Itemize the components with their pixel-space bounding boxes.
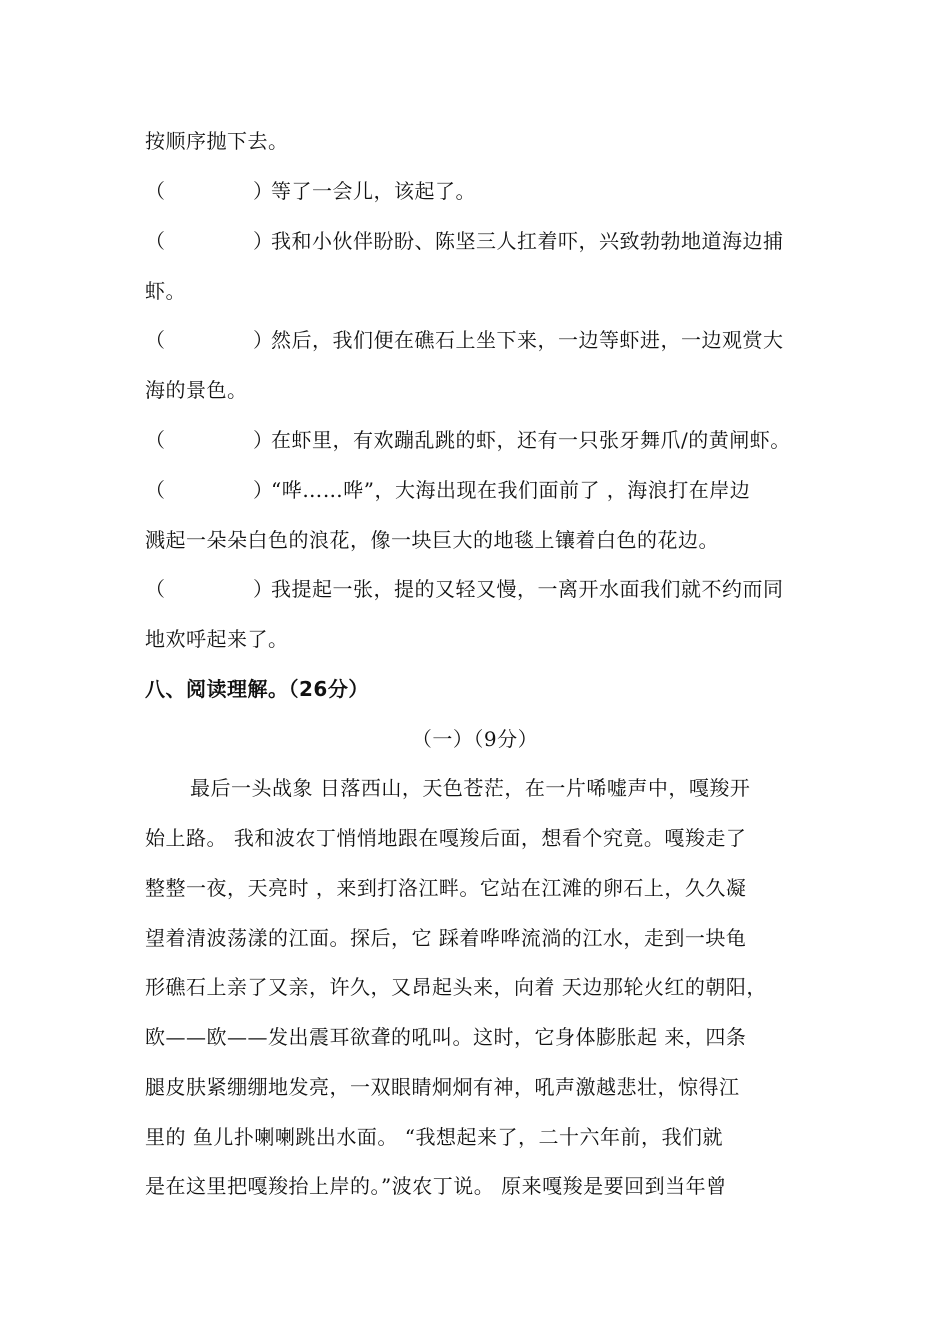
blank-paren-open: （ (145, 478, 166, 502)
passage-line-4: 望着清波荡漾的江面。探后，它 踩着哗哗流淌的江水，走到一块龟 (145, 926, 747, 950)
ordering-item-4 (145, 427, 791, 453)
passage-line-1: 最后一头战象 日落西山，天色苍茫，在一片唏嘘声中，嘎羧开 (190, 776, 751, 800)
ordering-item-text: 在虾里，有欢蹦乱跳的虾，还有一只张牙舞爪/的黄闸虾。 (271, 428, 791, 452)
ordering-item-text: 然后，我们便在礁石上坐下来，一边等虾进，一边观赏大 (271, 328, 784, 352)
intro-tail-line: 按顺序抛下去。 (145, 129, 289, 153)
passage-subheading: （一）（9分） (411, 727, 539, 751)
ordering-item-5-continuation: 溅起一朵朵白色的浪花，像一块巨大的地毯上镶着白色的花边。 (145, 528, 719, 552)
ordering-item-5 (145, 477, 750, 503)
ordering-item-3-continuation: 海的景色。 (145, 378, 248, 402)
passage-line-9: 是在这里把嘎羧抬上岸的。”波农丁说。 原来嘎羧是要回到当年曾 (145, 1174, 727, 1198)
passage-line-6: 欧——欧——发出震耳欲聋的吼叫。这时，它身体膨胀起 来，四条 (145, 1025, 747, 1049)
ordering-item-1 (145, 178, 476, 204)
passage-line-8: 里的 鱼儿扑喇喇跳出水面。 “我想起来了，二十六年前，我们就 (145, 1125, 723, 1149)
passage-line-3: 整整一夜，天亮时 ，来到打洛江畔。它站在江滩的卵石上，久久凝 (145, 876, 747, 900)
ordering-item-text: 等了一会儿，该起了。 (271, 179, 476, 203)
blank-paren-open: （ (145, 179, 166, 203)
blank-paren-close: ） (253, 478, 274, 502)
passage-line-2: 始上路。 我和波农丁悄悄地跟在嘎羧后面，想看个究竟。嘎羧走了 (145, 826, 747, 850)
blank-paren-close: ） (253, 179, 274, 203)
ordering-item-2 (145, 228, 784, 254)
blank-paren-close: ） (253, 577, 274, 601)
blank-paren-close: ） (253, 328, 274, 352)
blank-paren-open: （ (145, 328, 166, 352)
ordering-item-6-continuation: 地欢呼起来了。 (145, 627, 289, 651)
section-heading: 八、阅读理解。（26分） (145, 677, 369, 701)
ordering-item-text: “哗……哗”，大海出现在我们面前了 ，海浪打在岸边 (271, 478, 751, 502)
blank-paren-close: ） (253, 229, 274, 253)
blank-paren-open: （ (145, 428, 166, 452)
blank-paren-close: ） (253, 428, 274, 452)
ordering-item-text: 我和小伙伴盼盼、陈坚三人扛着吓，兴致勃勃地道海边捕 (271, 229, 784, 253)
ordering-item-6 (145, 576, 784, 602)
ordering-item-text: 我提起一张，提的又轻又慢，一离开水面我们就不约而同 (271, 577, 784, 601)
blank-paren-open: （ (145, 577, 166, 601)
blank-paren-open: （ (145, 229, 166, 253)
ordering-item-2-continuation: 虾。 (145, 279, 186, 303)
passage-line-5: 形礁石上亲了又亲，许久，又昂起头来，向着 天边那轮火红的朝阳， (145, 975, 767, 999)
ordering-item-3 (145, 327, 784, 353)
passage-line-7: 腿皮肤紧绷绷地发亮，一双眼睛炯炯有神，吼声激越悲壮，惊得江 (145, 1075, 740, 1099)
